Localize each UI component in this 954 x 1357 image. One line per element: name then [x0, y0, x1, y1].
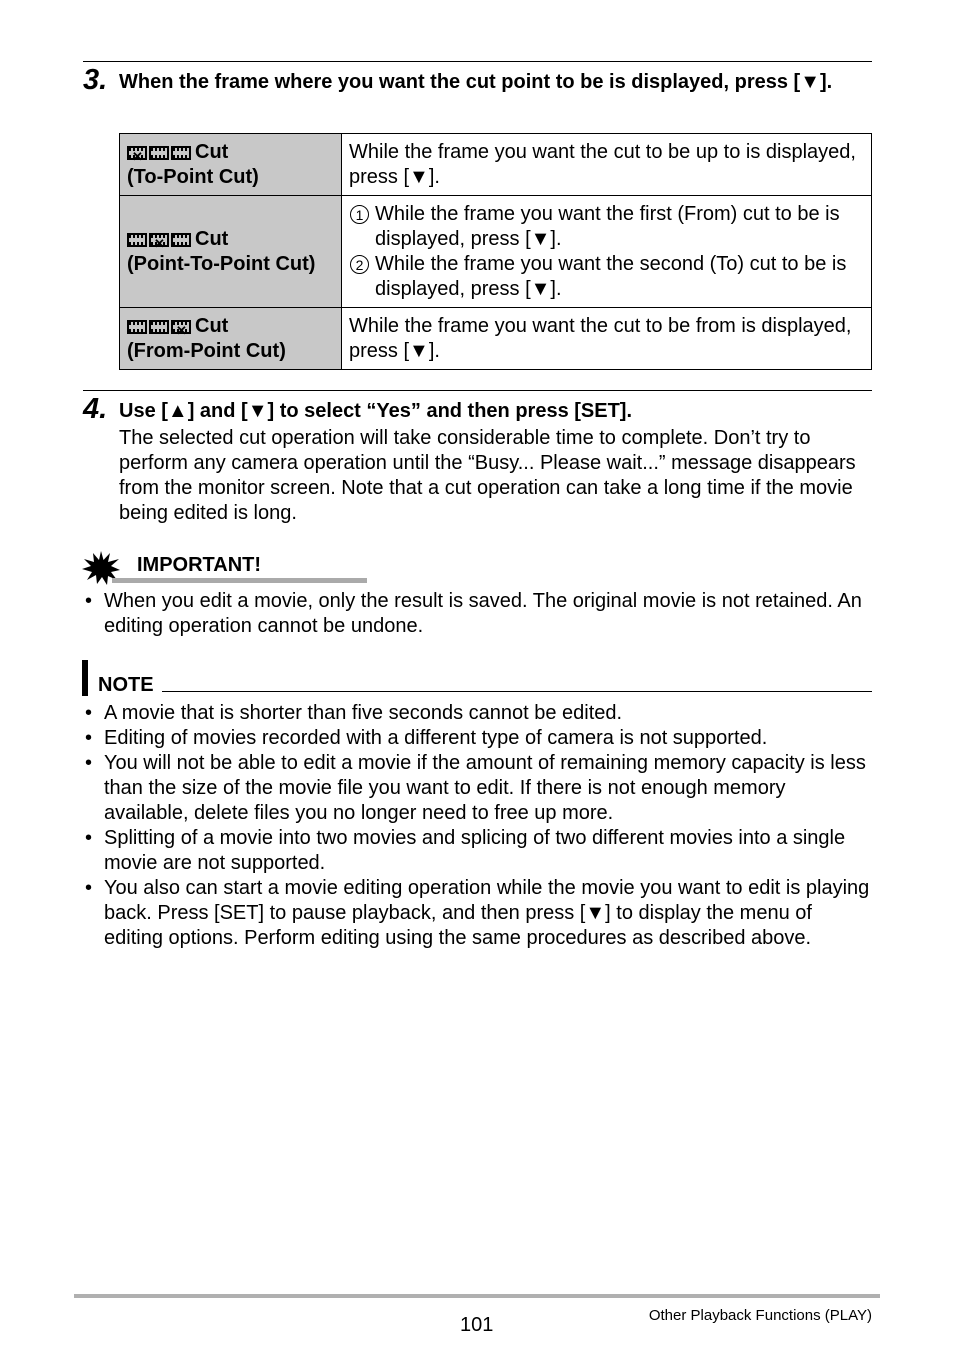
from-point-cut-icon	[127, 320, 191, 334]
circled-number: 2	[350, 255, 369, 274]
step-number: 3.	[83, 64, 108, 96]
numbered-step: 1 While the frame you want the first (From) cut to be is displayed, press [▼].	[349, 202, 863, 252]
step-title: When the frame where you want the cut point to be is displayed, press [▼].	[119, 71, 833, 93]
list-item: • When you edit a movie, only the result is saved. The original movie is not retained. An editing operation cannot be undone.	[85, 590, 862, 637]
cut-type-label: ✕ Cut (From-Point Cut)	[120, 308, 342, 370]
table-row	[120, 196, 872, 308]
heading-underline	[112, 578, 367, 583]
page-number: 101	[460, 1314, 494, 1336]
circled-number: 1	[350, 205, 369, 224]
important-heading	[82, 551, 287, 583]
section-divider	[83, 390, 872, 391]
important-label: IMPORTANT!	[137, 554, 262, 576]
note-list	[83, 701, 873, 951]
list-item: • You also can start a movie editing operation while the movie you want to edit is playing back. Press [SET] to pause playback, and then press [▼] to display the menu of editing options. Perform editing using the same procedures as described above.	[85, 877, 870, 949]
cut-type-label: ✕ Cut (To-Point Cut)	[120, 134, 342, 196]
note-bar	[82, 660, 88, 696]
cut-options-table	[119, 133, 872, 370]
table-row	[120, 308, 872, 370]
note-label: NOTE	[98, 674, 154, 696]
step-number: 4.	[83, 393, 108, 425]
cut-type-description	[342, 196, 872, 308]
to-point-cut-icon	[127, 146, 191, 160]
note-rule	[162, 691, 872, 692]
footer-section-title: Other Playback Functions (PLAY)	[648, 1307, 872, 1324]
list-item: • You will not be able to edit a movie if the amount of remaining memory capacity is less than the size of the movie file you want to edit. If there is not enough memory available, delete files you no longer need to free up more.	[85, 752, 866, 824]
list-item: • Editing of movies recorded with a different type of camera is not supported.	[85, 727, 768, 749]
cut-type-description: While the frame you want the cut to be up to is displayed, press [▼].	[342, 134, 872, 196]
list-item: • A movie that is shorter than five seconds cannot be edited.	[85, 702, 623, 724]
point-to-point-cut-icon	[127, 233, 191, 247]
note-heading	[82, 660, 872, 696]
step-description: The selected cut operation will take considerable time to complete. Don’t try to perform any camera operation until the “Busy... Please wait...” message disappears from the monitor screen. Note that a cut operation can take a long time if the movie being edited is long.	[119, 427, 856, 524]
list-item: • Splitting of a movie into two movies and splicing of two different movies into a single movie are not supported.	[85, 827, 846, 874]
important-list	[83, 589, 873, 639]
numbered-step: 2 While the frame you want the second (To) cut to be is displayed, press [▼].	[349, 252, 863, 302]
table-row	[120, 134, 872, 196]
section-divider	[83, 61, 872, 62]
step-title: Use [▲] and [▼] to select “Yes” and then press [SET].	[119, 400, 633, 422]
footer-bar	[74, 1294, 880, 1298]
cut-type-description: While the frame you want the cut to be from is displayed, press [▼].	[342, 308, 872, 370]
cut-type-label: ✕ Cut (Point-To-Point Cut)	[120, 196, 342, 308]
